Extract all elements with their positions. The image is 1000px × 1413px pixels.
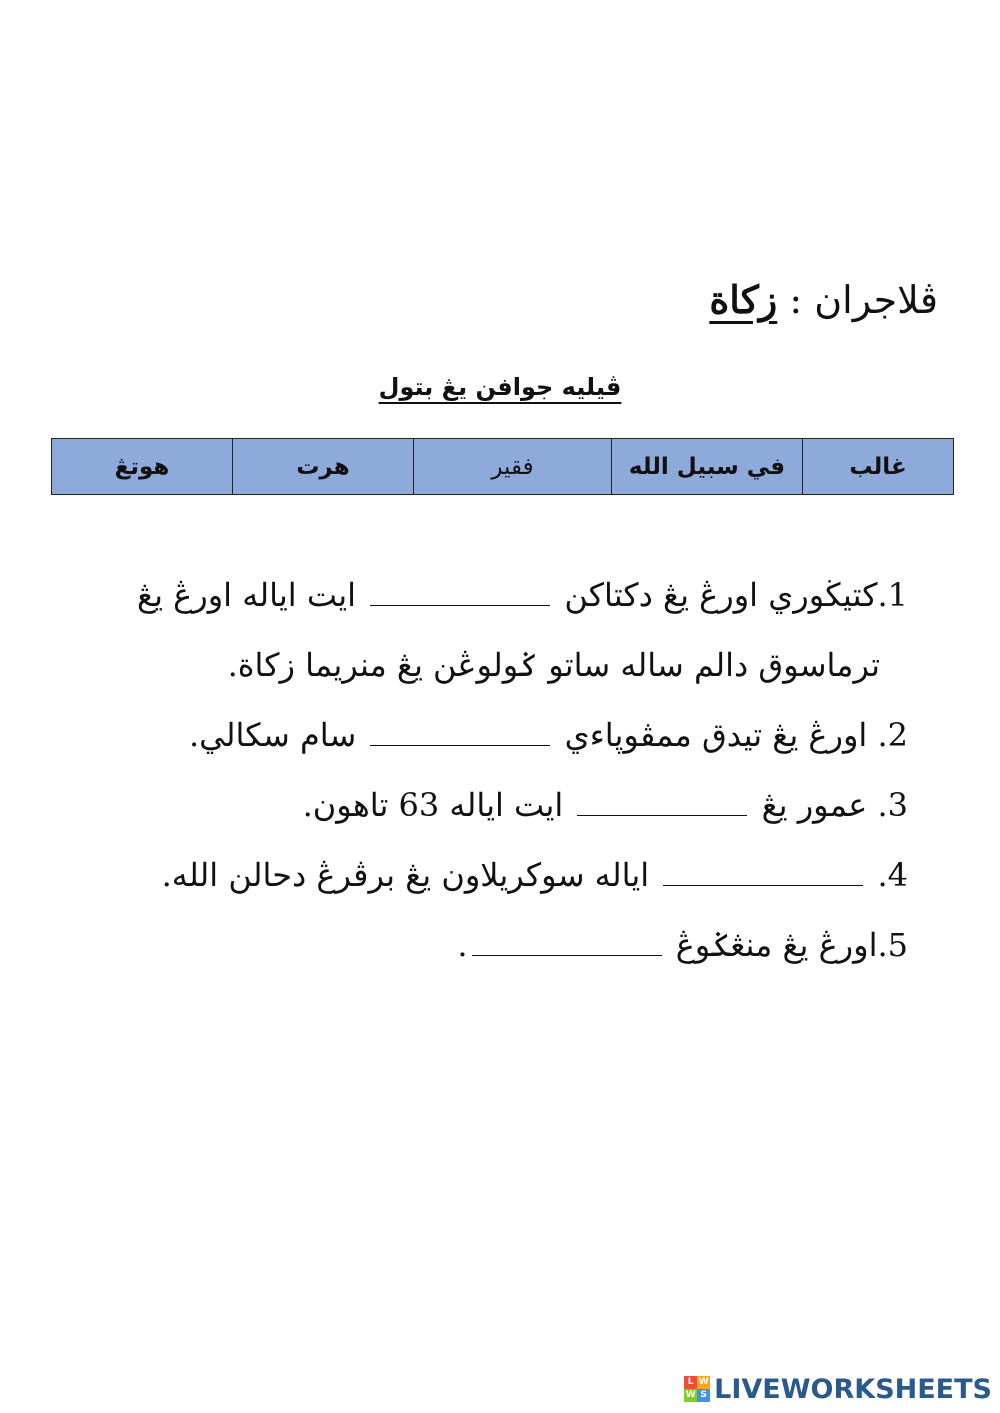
question-text-after: سام سكالي.	[188, 716, 357, 754]
question-number: 3.	[877, 786, 908, 824]
logo-tile: S	[697, 1389, 710, 1402]
answer-blank[interactable]	[370, 573, 550, 606]
question-list	[68, 560, 908, 980]
word-bank-option[interactable]: هوتڠ	[52, 439, 233, 495]
question-item	[68, 910, 908, 980]
question-text-after: ايت اياله 63 تاهون.	[302, 786, 564, 824]
lesson-title	[709, 270, 938, 330]
word-bank-option[interactable]: فقير	[414, 439, 612, 495]
lesson-label: ڤلاجران :	[789, 278, 938, 322]
word-bank-table	[51, 438, 954, 495]
question-text-before: اورڠ يڠ تيدق ممڤوڽاءي	[564, 716, 868, 754]
logo-tile: L	[684, 1376, 697, 1389]
logo-text: LIVEWORKSHEETS	[714, 1373, 992, 1405]
question-item	[68, 700, 908, 770]
question-text-before: كتيڬوري اورڠ يڠ دكتاكن	[564, 576, 878, 614]
answer-blank[interactable]	[370, 713, 550, 746]
word-bank-option[interactable]: في سبيل الله	[612, 439, 803, 495]
logo-tile: W	[685, 1390, 696, 1400]
word-bank-row	[52, 439, 954, 495]
answer-blank[interactable]	[663, 853, 863, 886]
word-bank-option[interactable]: هرت	[233, 439, 414, 495]
question-number: 5.	[877, 926, 908, 964]
question-number: 1.	[877, 576, 908, 614]
question-text-after: ايت اياله اورڠ يڠ ترماسوق دالم ساله ساتو ݢولوڠن يڠ منريما زكاة.	[137, 576, 880, 684]
question-item	[68, 840, 908, 910]
question-number: 4.	[877, 856, 908, 894]
logo-tile: W	[698, 1377, 709, 1387]
lesson-topic: زكاة	[709, 277, 778, 322]
liveworksheets-logo	[684, 1373, 992, 1405]
question-number: 2.	[877, 716, 908, 754]
instruction-heading: ڤيليه جوافن يڠ بتول	[378, 373, 622, 401]
answer-blank[interactable]	[577, 783, 747, 816]
question-text-after: .	[457, 926, 468, 964]
question-item	[68, 770, 908, 840]
question-text-before: اورڠ يڠ منڠݢوڠ	[675, 926, 878, 964]
question-text-before: عمور يڠ	[761, 786, 868, 824]
word-bank-option[interactable]: غالب	[803, 439, 954, 495]
liveworksheets-logo-icon	[684, 1376, 710, 1402]
answer-blank[interactable]	[472, 923, 662, 956]
question-item	[68, 560, 908, 700]
question-text-after: اياله سوكريلاون يڠ برڤرڠ دحالن الله.	[161, 856, 650, 894]
